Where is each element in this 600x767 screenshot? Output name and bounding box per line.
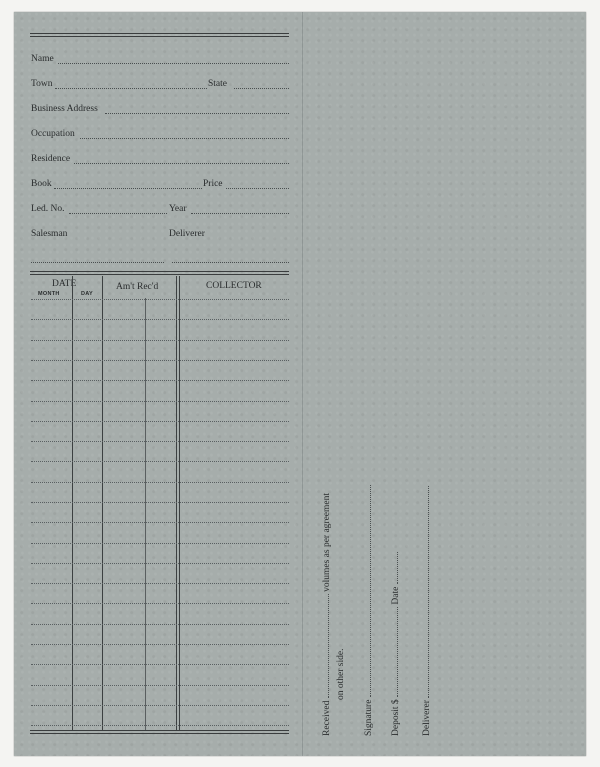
collector-divider-a xyxy=(176,276,177,730)
table-row[interactable] xyxy=(31,583,289,584)
date-label: Date xyxy=(391,586,401,605)
signature-line xyxy=(364,485,374,736)
name-label: Name xyxy=(31,54,54,64)
name-field[interactable] xyxy=(58,63,289,64)
table-row[interactable] xyxy=(31,624,289,625)
signature-field[interactable] xyxy=(370,485,371,697)
led-no-field[interactable] xyxy=(69,213,167,214)
led-no-label: Led. No. xyxy=(31,204,65,214)
receipt-received-line xyxy=(322,493,332,736)
table-row[interactable] xyxy=(31,360,289,361)
price-field[interactable] xyxy=(226,188,289,189)
table-row[interactable] xyxy=(31,340,289,341)
month-header: MONTH xyxy=(38,291,60,297)
book-label: Book xyxy=(31,179,52,189)
collector-divider-b xyxy=(179,276,180,730)
date-field[interactable] xyxy=(397,552,398,584)
book-field[interactable] xyxy=(54,188,202,189)
residence-label: Residence xyxy=(31,154,71,164)
state-field[interactable] xyxy=(234,88,289,89)
deposit-field[interactable] xyxy=(397,607,398,697)
table-row[interactable] xyxy=(31,563,289,564)
date-divider xyxy=(72,276,73,730)
collector-header: COLLECTOR xyxy=(206,281,262,291)
deliverer-label: Deliverer xyxy=(169,229,205,239)
table-row[interactable] xyxy=(31,644,289,645)
received-label: Received xyxy=(322,700,332,736)
top-double-rule xyxy=(30,33,289,37)
receipt-deliverer-field[interactable] xyxy=(428,486,429,698)
year-label: Year xyxy=(169,204,187,214)
table-row[interactable] xyxy=(31,380,289,381)
volumes-field[interactable] xyxy=(328,594,329,698)
business-address-field[interactable] xyxy=(105,113,289,114)
fold-line xyxy=(302,12,303,756)
business-address-label: Business Address xyxy=(31,104,98,114)
table-row[interactable] xyxy=(31,603,289,604)
date-header: DATE xyxy=(52,279,77,289)
price-label: Price xyxy=(203,179,223,189)
salesman-field[interactable] xyxy=(31,262,164,263)
occupation-field[interactable] xyxy=(80,138,289,139)
other-side-label: on other side. xyxy=(336,648,346,700)
deposit-label: Deposit $ xyxy=(391,699,401,736)
state-label: State xyxy=(208,79,227,89)
year-field[interactable] xyxy=(191,213,289,214)
table-row[interactable] xyxy=(31,664,289,665)
volumes-label: volumes as per agreement xyxy=(322,492,332,592)
residence-field[interactable] xyxy=(74,163,289,164)
table-row[interactable] xyxy=(31,319,289,320)
table-row[interactable] xyxy=(31,441,289,442)
table-row[interactable] xyxy=(31,461,289,462)
table-row[interactable] xyxy=(31,401,289,402)
amount-left-divider xyxy=(102,276,103,730)
town-field[interactable] xyxy=(55,88,207,89)
table-row[interactable] xyxy=(31,421,289,422)
table-row[interactable] xyxy=(31,299,289,300)
deposit-line xyxy=(391,552,401,736)
signature-label: Signature xyxy=(364,699,374,736)
receipt-deliverer-label: Deliverer xyxy=(422,700,432,736)
deliverer-field[interactable] xyxy=(172,262,289,263)
salesman-label: Salesman xyxy=(31,229,68,239)
table-row[interactable] xyxy=(31,705,289,706)
town-label: Town xyxy=(31,79,53,89)
table-row[interactable] xyxy=(31,482,289,483)
deliverer-line xyxy=(422,486,432,736)
table-row[interactable] xyxy=(31,725,289,726)
amount-received-header: Am't Rec'd xyxy=(116,282,159,292)
table-row[interactable] xyxy=(31,543,289,544)
day-header: DAY xyxy=(81,291,94,297)
table-row[interactable] xyxy=(31,522,289,523)
table-row[interactable] xyxy=(31,502,289,503)
table-top-rule xyxy=(30,271,289,275)
table-row[interactable] xyxy=(31,685,289,686)
cents-divider xyxy=(145,298,146,730)
occupation-label: Occupation xyxy=(31,129,75,139)
table-bottom-rule xyxy=(30,730,289,734)
